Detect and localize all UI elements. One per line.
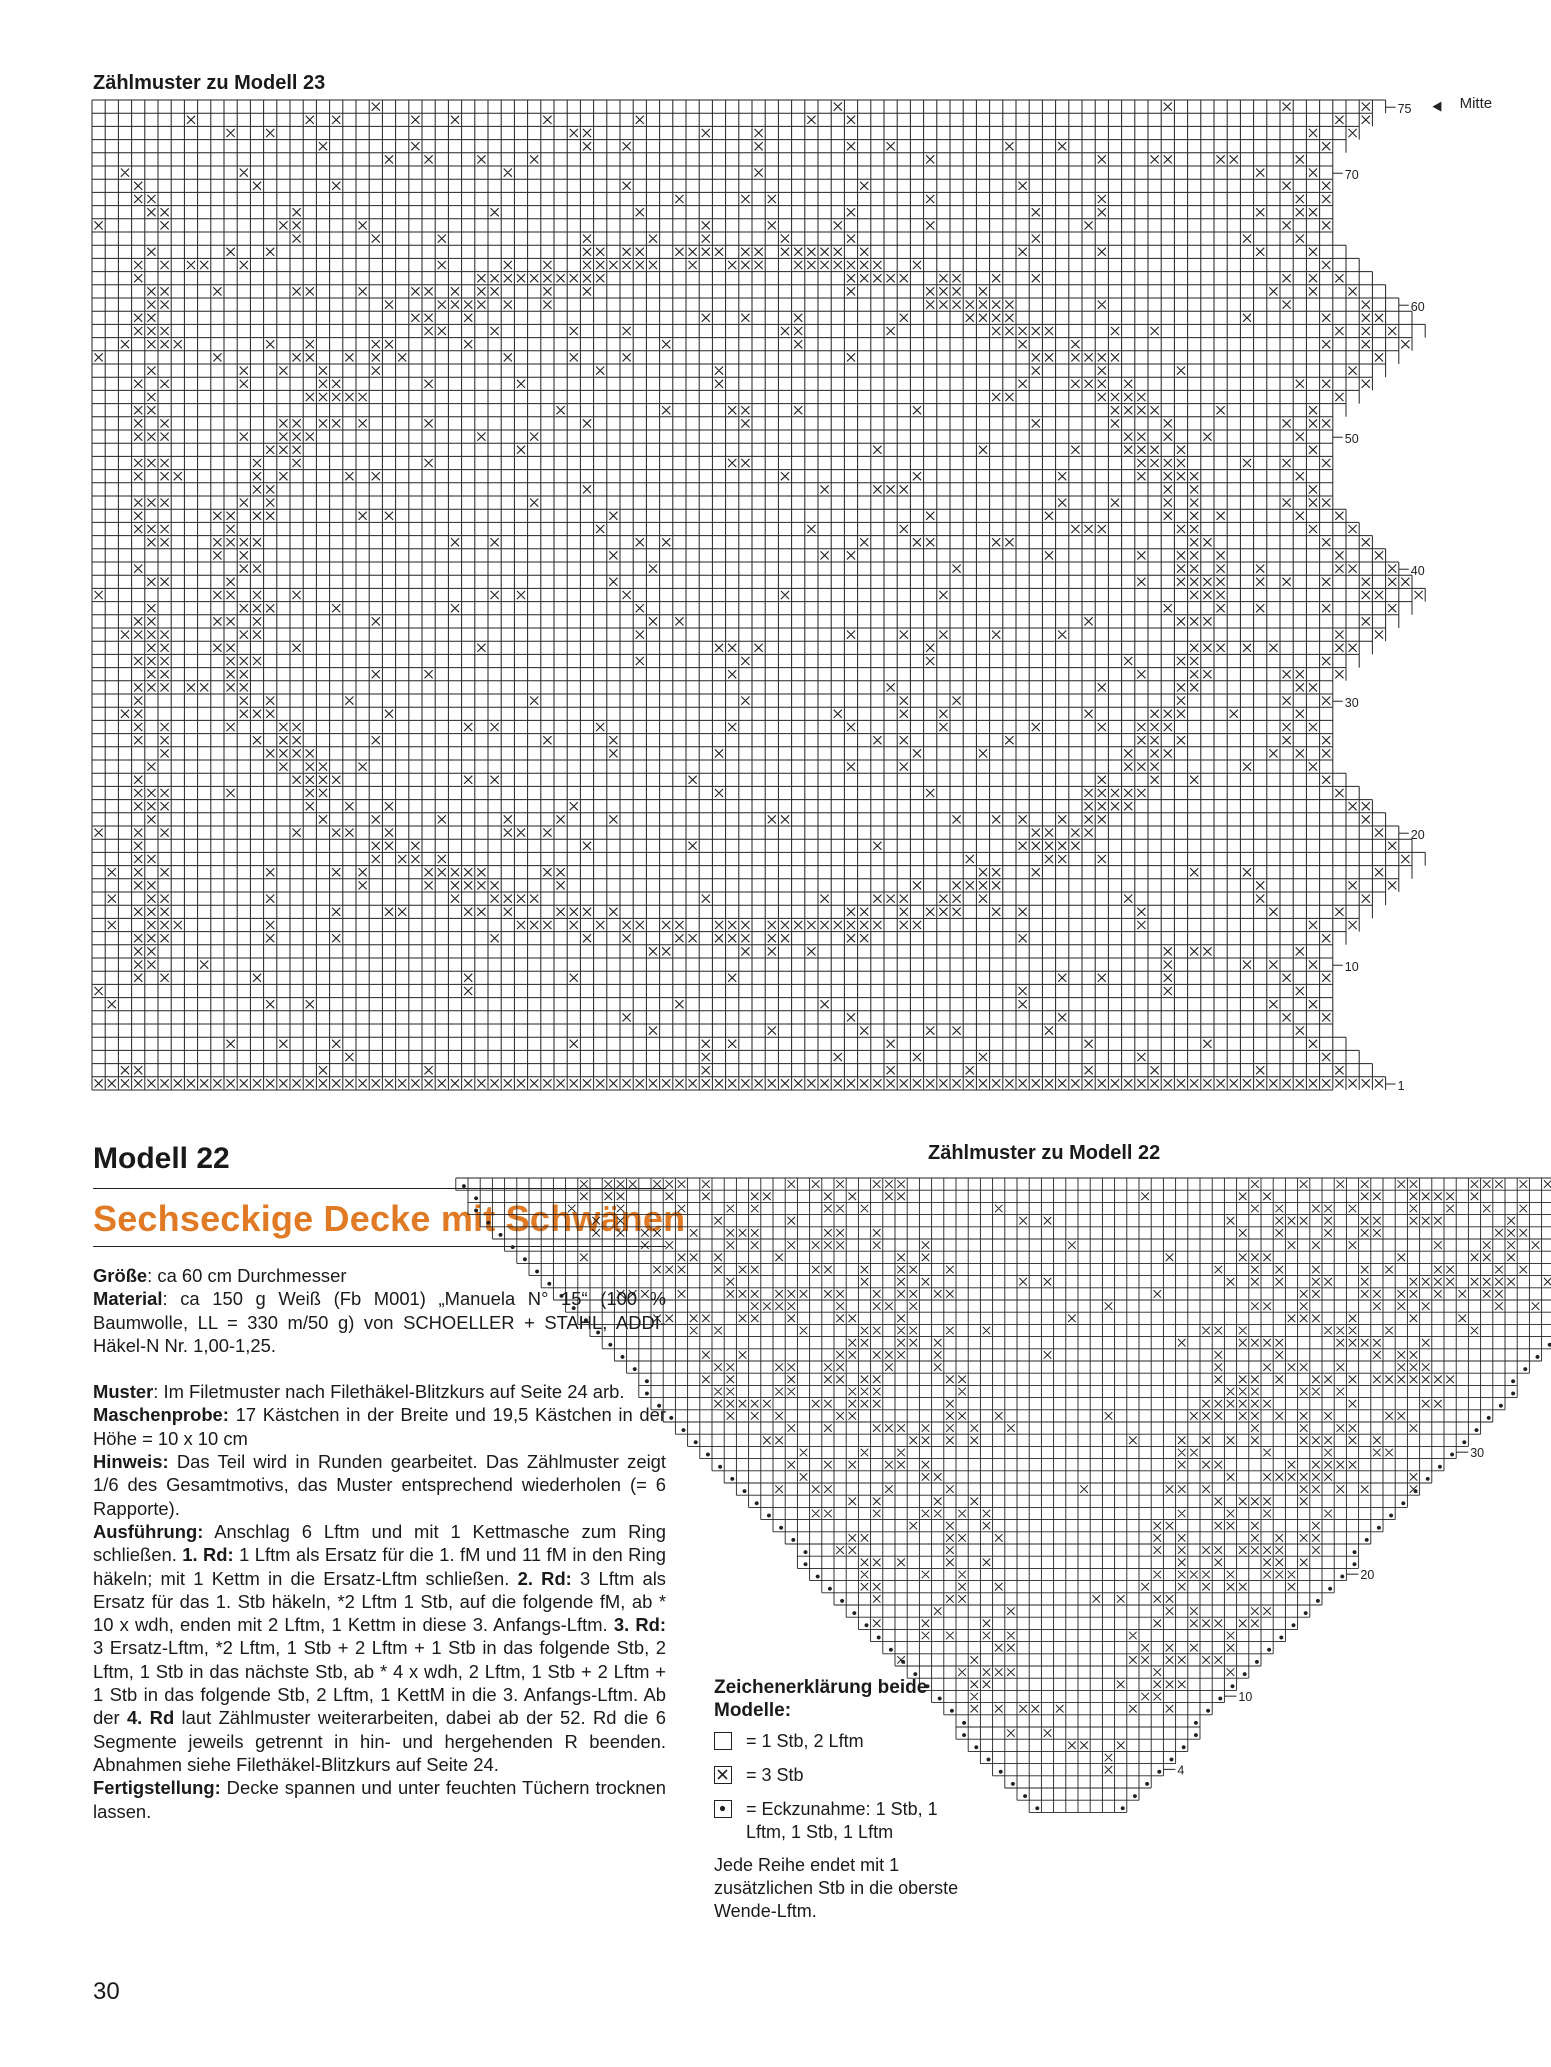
gauge-label: Maschenprobe:	[93, 1404, 229, 1426]
execution-text-4: 3 Ersatz-Lftm, *2 Lftm, 1 Stb + 2 Lftm + 1 Stb in das folgende Stb, 2 Lftm, 1 Stb in das nächste Stb, ab * 4 x wdh, 2 Lftm, 1 Stb + 2 Lftm + 1 Stb in das folgende Stb, 2 Lftm, 1 KettM in die 3. Anfangs-Lftm. Ab der	[93, 1637, 666, 1729]
cross-square-icon	[714, 1766, 732, 1784]
note-paragraph	[93, 1450, 666, 1520]
legend-item-dot	[714, 1798, 974, 1844]
legend	[714, 1676, 974, 1923]
finishing-text: Decke spannen und unter feuchten Tüchern trocknen lassen.	[93, 1777, 666, 1822]
chart-23-row-label: 1	[1397, 1079, 1405, 1094]
round-2-label: 2. Rd:	[517, 1567, 572, 1589]
execution-text-3: 3 Lftm als Ersatz für das 1. Stb häkeln, *2 Lftm 1 Stb, auf die folgende fM, ab * 10 x wdh, enden mit 2 Lftm, 1 Kettm in diese 3. Anfangs-Lftm.	[93, 1567, 667, 1636]
material-text: : ca 150 g Weiß (Fb M001) „Manuela N° 15“ (100 % Baumwolle, LL = 330 m/50 g) von SCHOELLER + STAHL, ADDI-Häkel-N Nr. 1,00-1,25.	[93, 1288, 666, 1356]
material-paragraph	[93, 1287, 666, 1357]
chart-22-row-label: 20	[1360, 1568, 1375, 1583]
legend-item-cross	[714, 1764, 974, 1788]
pattern-label: Muster	[93, 1381, 154, 1403]
round-4-label: 4. Rd	[126, 1707, 175, 1729]
legend-item-text: = 1 Stb, 2 Lftm	[746, 1731, 864, 1751]
chart-23-row-label: 75	[1397, 102, 1412, 117]
pattern-text: : Im Filetmuster nach Filethäkel-Blitzkurs auf Seite 24 arb.	[153, 1381, 625, 1403]
legend-title: Zeichenerklärung beide Modelle:	[714, 1677, 928, 1721]
heading-rule-top	[93, 1188, 666, 1189]
finishing-label: Fertigstellung:	[93, 1777, 221, 1799]
chart-22-row-label: 30	[1470, 1446, 1485, 1461]
chart-23-row-label: 30	[1344, 696, 1359, 711]
round-1-label: 1. Rd:	[182, 1544, 234, 1566]
chart-23-grid	[92, 95, 1493, 1095]
execution-paragraph	[93, 1520, 666, 1776]
page-number: 30	[93, 1978, 120, 2005]
chart-23-crosses	[95, 103, 1423, 1088]
legend-item-text: = 3 Stb	[746, 1765, 804, 1785]
chart-23-svg	[92, 95, 1493, 1094]
gauge-paragraph	[93, 1403, 666, 1450]
legend-item-empty	[714, 1730, 974, 1754]
chart-23-row-label: 50	[1344, 432, 1359, 447]
chart-23-cells	[92, 100, 1425, 1090]
round-3-label: 3. Rd:	[613, 1614, 666, 1636]
size-text: : ca 60 cm Durchmesser	[147, 1265, 347, 1286]
chart-23-row-label: 40	[1410, 564, 1425, 579]
empty-square-icon	[714, 1732, 732, 1750]
center-label: Mitte	[1459, 95, 1493, 112]
size-label: Größe	[93, 1265, 148, 1286]
execution-text-2: 1 Lftm als Ersatz für die 1. fM und 11 fM in den Ring häkeln; mit 1 Kettm in die Ersatz-Lftm schließen.	[93, 1544, 666, 1589]
gauge-text: 17 Kästchen in der Breite und 19,5 Kästchen in der Höhe = 10 x 10 cm	[93, 1404, 666, 1449]
execution-text-1: Anschlag 6 Lftm und mit 1 Kettmasche zum Ring schließen.	[93, 1520, 666, 1566]
pattern-paragraph	[93, 1380, 666, 1403]
center-arrow-icon	[1432, 102, 1441, 112]
spacer	[93, 1357, 666, 1380]
chart-23-row-label: 70	[1344, 168, 1359, 183]
note-text: Das Teil wird in Runden gearbeitet. Das Zählmuster zeigt 1/6 des Gesamtmotivs, das Muster entsprechend wiederholen (= 6 Rapporte).	[93, 1451, 666, 1519]
chart-22-row-label: 10	[1238, 1690, 1253, 1705]
dot-square-icon	[714, 1800, 732, 1818]
chart-23-row-label: 60	[1410, 300, 1425, 315]
chart-23-row-label: 10	[1344, 960, 1359, 975]
chart-22-title: Zählmuster zu Modell 22	[928, 1142, 1161, 1164]
legend-note: Jede Reihe endet mit 1 zusätzlichen Stb in die oberste Wende-Lftm.	[714, 1855, 959, 1921]
execution-label: Ausführung:	[93, 1520, 204, 1542]
chart-23-row-label: 20	[1410, 828, 1425, 843]
chart-22-row-label: 4	[1177, 1763, 1185, 1778]
note-label: Hinweis:	[93, 1451, 169, 1473]
model-heading: Modell 22	[93, 1142, 230, 1175]
pattern-title: Sechseckige Decke mit Schwänen	[93, 1198, 686, 1239]
execution-text-5: laut Zählmuster weiterarbeiten, dabei ab der 52. Rd die 6 Segmente jeweils getrennt in hin- und hergehenden R beenden. Abnahmen siehe Filethäkel-Blitzkurs auf Seite 24.	[93, 1707, 666, 1775]
heading-rule-bottom	[93, 1246, 666, 1247]
instructions	[93, 1264, 666, 1823]
legend-item-text: = Eckzunahme: 1 Stb, 1 Lftm, 1 Stb, 1 Lftm	[746, 1799, 938, 1842]
material-label: Material	[93, 1288, 163, 1310]
chart-23-title: Zählmuster zu Modell 23	[93, 72, 326, 94]
finishing-paragraph	[93, 1776, 666, 1823]
